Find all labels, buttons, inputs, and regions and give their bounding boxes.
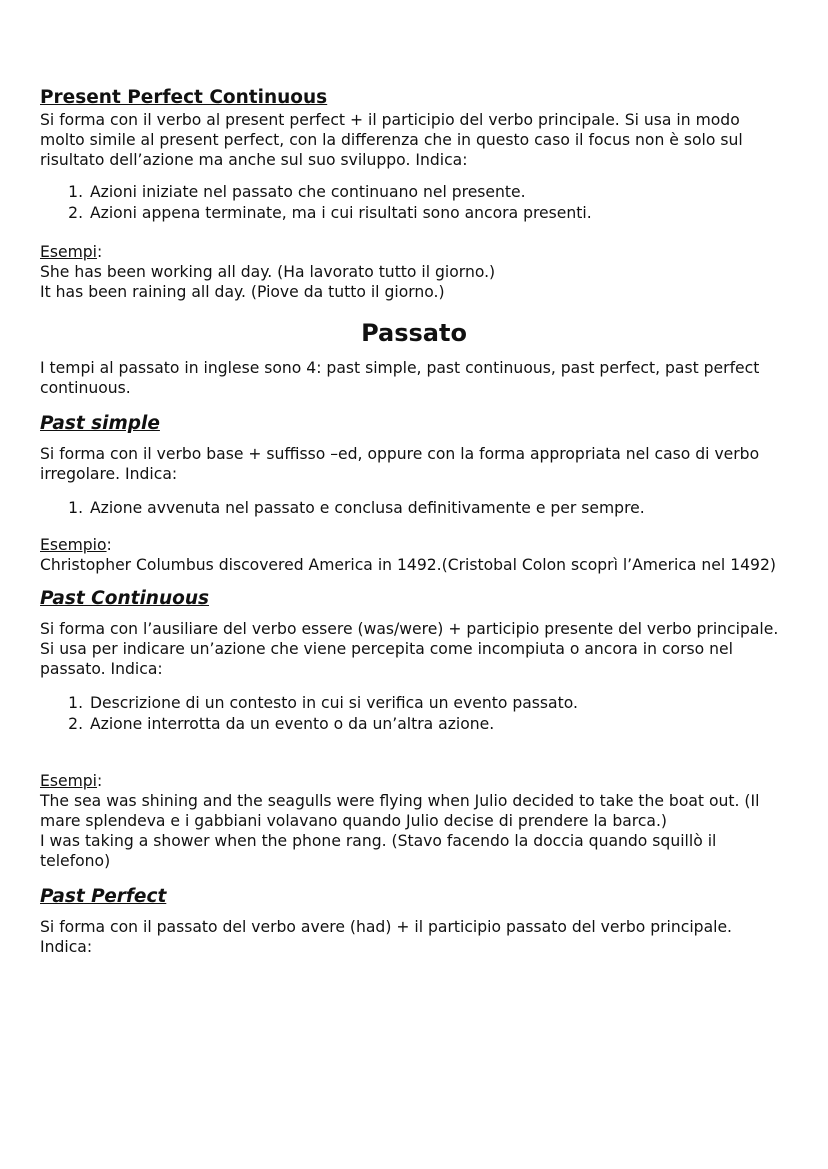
- examples-label: Esempi:: [40, 243, 103, 261]
- usage-list: [40, 693, 788, 735]
- example-line: Christopher Columbus discovered America in 1492.(Cristobal Colon scoprì l’America nel 1492): [40, 556, 776, 574]
- section-intro: I tempi al passato in inglese sono 4: past simple, past continuous, past perfect, past perfect continuous.: [40, 359, 760, 397]
- section-heading: Present Perfect Continuous: [40, 87, 328, 108]
- example-line: It has been raining all day. (Piove da tutto il giorno.): [40, 283, 445, 301]
- section-past-continuous: [40, 587, 788, 871]
- usage-list: [40, 498, 788, 519]
- section-intro: Si forma con l’ausiliare del verbo essere (was/were) + participio presente del verbo principale. Si usa per indicare un’azione che viene percepita come incompiuta o ancora in corso nel passato. Indica:: [40, 620, 779, 678]
- section-past-perfect: [40, 885, 788, 957]
- document-page: [40, 86, 788, 957]
- section-past-simple: [40, 412, 788, 575]
- section-intro: Si forma con il passato del verbo avere (had) + il participio passato del verbo principale. Indica:: [40, 918, 733, 956]
- examples-label: Esempio:: [40, 536, 112, 554]
- page-title: Passato: [361, 319, 467, 347]
- section-passato: [40, 318, 788, 398]
- section-heading: Past Continuous: [40, 588, 210, 609]
- list-item: 1. Azioni iniziate nel passato che continuano nel presente.: [88, 182, 788, 203]
- section-present-perfect-continuous: [40, 86, 788, 302]
- section-heading: Past Perfect: [40, 886, 167, 907]
- list-item: 1. Descrizione di un contesto in cui si verifica un evento passato.: [88, 693, 788, 714]
- example-line: The sea was shining and the seagulls were flying when Julio decided to take the boat out. (Il mare splendeva e i gabbiani volavano quando Julio decise di prendere la barca.): [40, 792, 760, 830]
- list-item: 2. Azione interrotta da un evento o da un’altra azione.: [88, 714, 788, 735]
- section-heading: Past simple: [40, 413, 160, 434]
- list-item: 2. Azioni appena terminate, ma i cui risultati sono ancora presenti.: [88, 203, 788, 224]
- section-intro: Si forma con il verbo base + suffisso –ed, oppure con la forma appropriata nel caso di verbo irregolare. Indica:: [40, 445, 760, 483]
- examples-label: Esempi:: [40, 772, 103, 790]
- example-line: I was taking a shower when the phone rang. (Stavo facendo la doccia quando squillò il telefono): [40, 832, 717, 870]
- list-item: 1. Azione avvenuta nel passato e conclusa definitivamente e per sempre.: [88, 498, 788, 519]
- usage-list: [40, 182, 788, 224]
- example-line: She has been working all day. (Ha lavorato tutto il giorno.): [40, 263, 496, 281]
- section-intro: Si forma con il verbo al present perfect + il participio del verbo principale. Si usa in modo molto simile al present perfect, con la differenza che in questo caso il focus non è solo sul risultato dell’azione ma anche sul suo sviluppo. Indica:: [40, 111, 743, 169]
